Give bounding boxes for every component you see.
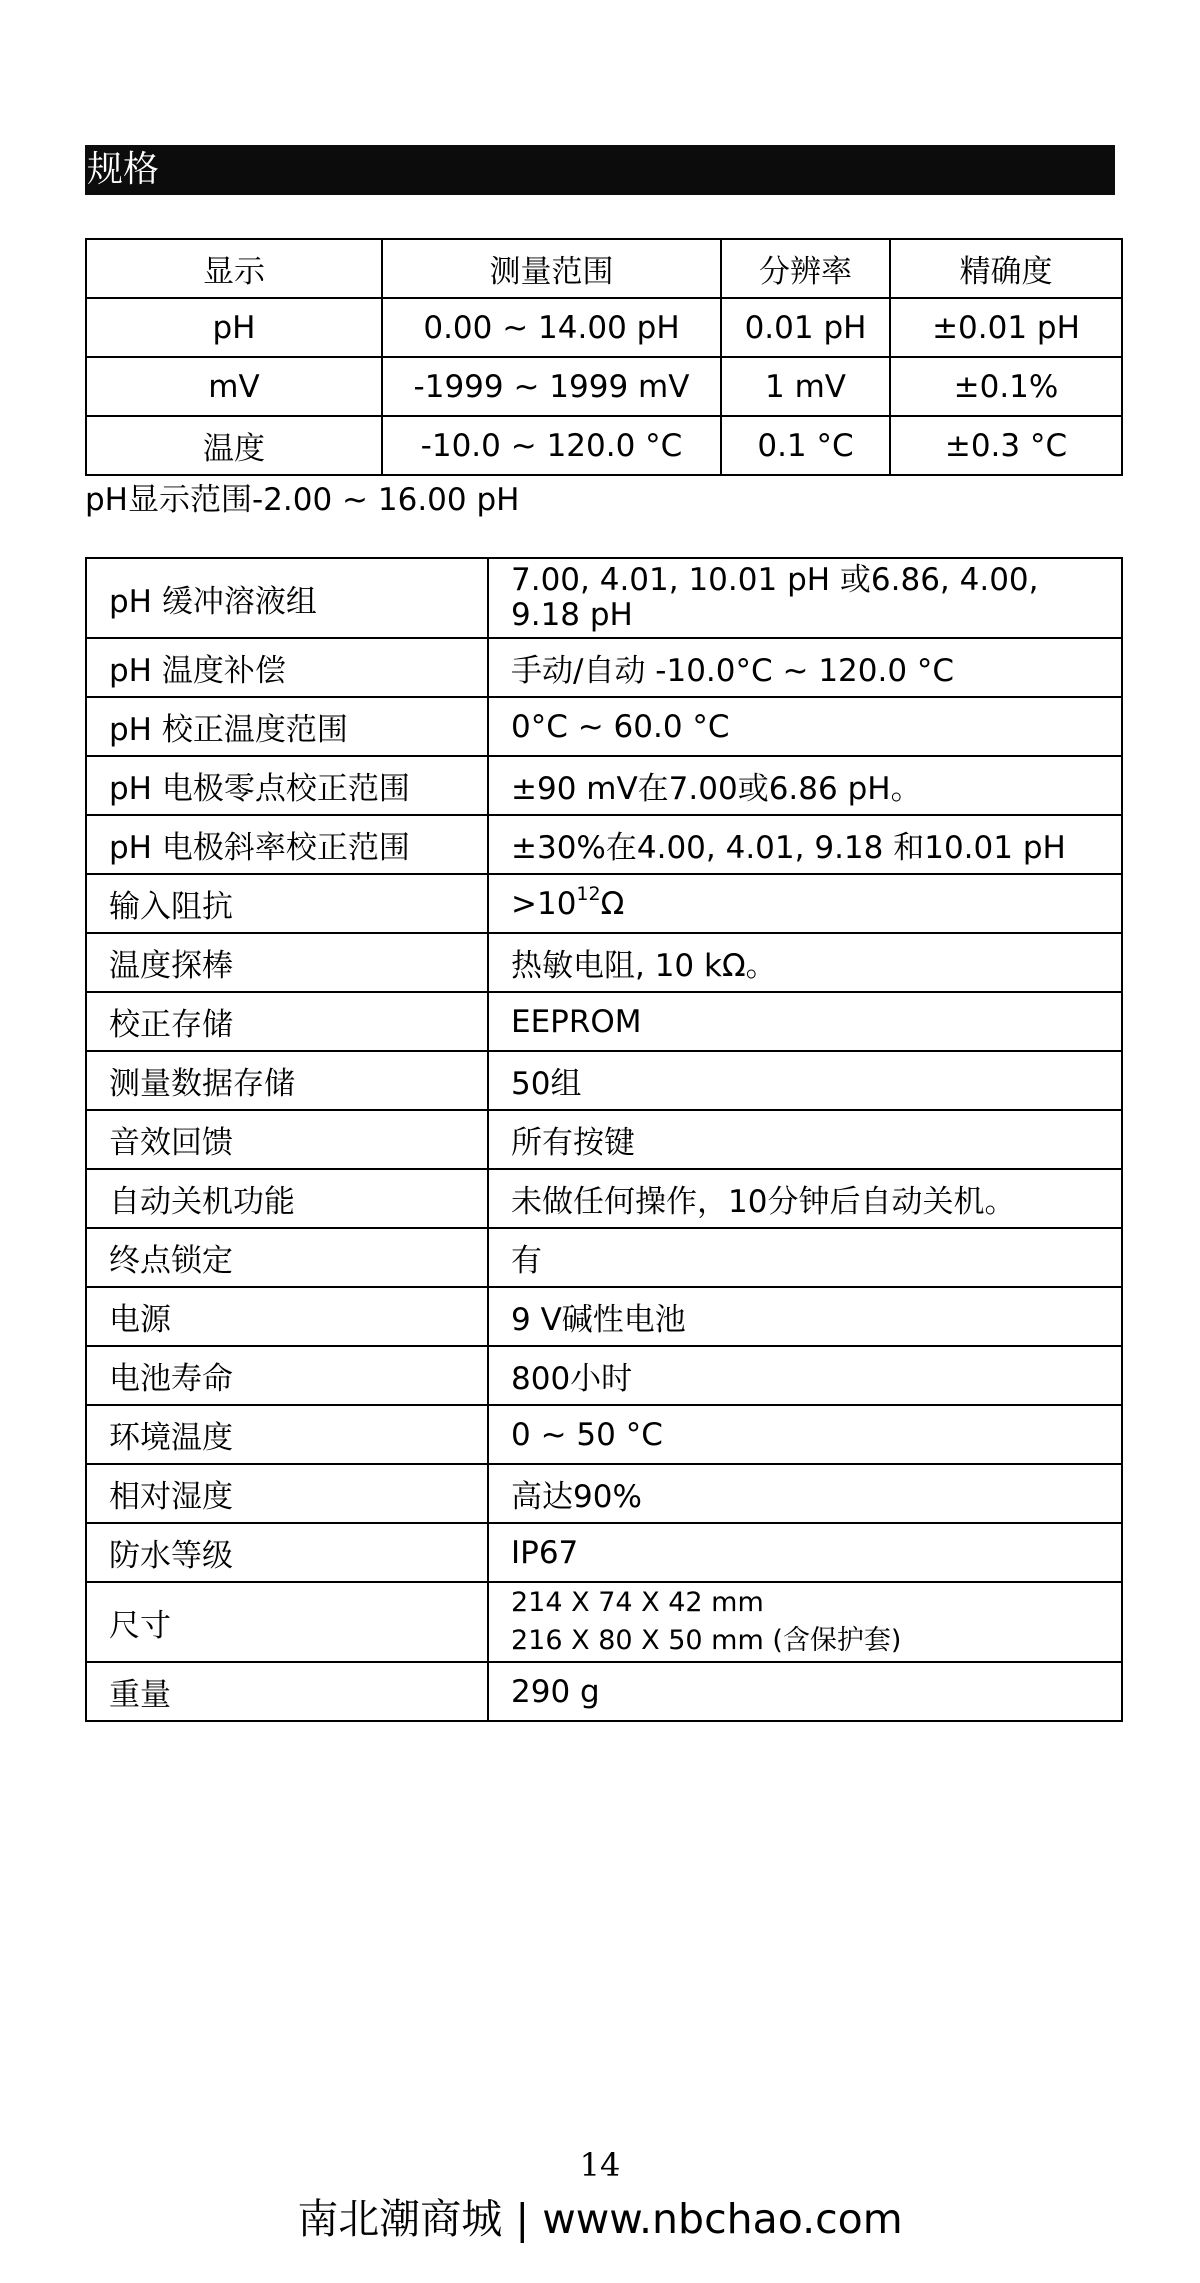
table-cell: 0.01 pH xyxy=(721,298,890,357)
footer-watermark: 南北潮商城 | www.nbchao.com xyxy=(297,2195,903,2243)
table-row xyxy=(86,298,1122,357)
spec-key: 电池寿命 xyxy=(86,1346,488,1405)
spec-key: 重量 xyxy=(86,1662,488,1721)
spec-key: pH 校正温度范围 xyxy=(86,697,488,756)
spec-value: 0 ~ 50 °C xyxy=(488,1405,1122,1464)
spec-value-line: 214 X 74 X 42 mm xyxy=(511,1587,764,1618)
spec-row xyxy=(86,1110,1122,1169)
table-row xyxy=(86,416,1122,475)
table-cell: -1999 ~ 1999 mV xyxy=(382,357,721,416)
spec-value xyxy=(488,558,1122,638)
spec-value: 热敏电阻, 10 kΩ。 xyxy=(488,933,1122,992)
spec-value: 有 xyxy=(488,1228,1122,1287)
display-range-note: pH显示范围-2.00 ~ 16.00 pH xyxy=(85,482,520,518)
spec-row xyxy=(86,1662,1122,1721)
table-cell: ±0.3 °C xyxy=(890,416,1122,475)
spec-key: 测量数据存储 xyxy=(86,1051,488,1110)
spec-key: 音效回馈 xyxy=(86,1110,488,1169)
spec-key: pH 电极斜率校正范围 xyxy=(86,815,488,874)
spec-row xyxy=(86,1582,1122,1662)
spec-row xyxy=(86,1287,1122,1346)
spec-key: 温度探棒 xyxy=(86,933,488,992)
table-cell: ±0.01 pH xyxy=(890,298,1122,357)
spec-value: 手动/自动 -10.0°C ~ 120.0 °C xyxy=(488,638,1122,697)
spec-key: pH 温度补偿 xyxy=(86,638,488,697)
header-cell: 显示 xyxy=(86,239,382,298)
spec-row xyxy=(86,756,1122,815)
table-cell: pH xyxy=(86,298,382,357)
ohm-symbol: Ω xyxy=(600,885,625,922)
spec-key: 终点锁定 xyxy=(86,1228,488,1287)
page-number: 14 xyxy=(579,2146,621,2184)
spec-value-line: 7.00, 4.01, 10.01 pH 或6.86, 4.00, xyxy=(511,562,1039,598)
spec-row xyxy=(86,638,1122,697)
measurement-table xyxy=(85,238,1123,476)
impedance-exponent: 12 xyxy=(576,882,601,905)
spec-row xyxy=(86,1523,1122,1582)
spec-value: 所有按键 xyxy=(488,1110,1122,1169)
spec-row xyxy=(86,1169,1122,1228)
header-cell: 精确度 xyxy=(890,239,1122,298)
spec-value xyxy=(488,1582,1122,1662)
spec-row xyxy=(86,815,1122,874)
spec-key: 自动关机功能 xyxy=(86,1169,488,1228)
spec-key: 输入阻抗 xyxy=(86,874,488,933)
spec-key: 电源 xyxy=(86,1287,488,1346)
spec-value xyxy=(488,874,1122,933)
spec-row xyxy=(86,1051,1122,1110)
spec-value: 290 g xyxy=(488,1662,1122,1721)
spec-value: 50组 xyxy=(488,1051,1122,1110)
spec-value: 0°C ~ 60.0 °C xyxy=(488,697,1122,756)
spec-key: pH 电极零点校正范围 xyxy=(86,756,488,815)
section-title: 规格 xyxy=(85,145,1115,195)
spec-value: IP67 xyxy=(488,1523,1122,1582)
spec-value: ±90 mV在7.00或6.86 pH。 xyxy=(488,756,1122,815)
header-cell: 分辨率 xyxy=(721,239,890,298)
spec-row xyxy=(86,874,1122,933)
spec-key: 相对湿度 xyxy=(86,1464,488,1523)
table-cell: 温度 xyxy=(86,416,382,475)
spec-key: 尺寸 xyxy=(86,1582,488,1662)
spec-value: 800小时 xyxy=(488,1346,1122,1405)
spec-row xyxy=(86,697,1122,756)
spec-row xyxy=(86,933,1122,992)
spec-key: pH 缓冲溶液组 xyxy=(86,558,488,638)
table-header-row xyxy=(86,239,1122,298)
header-cell: 测量范围 xyxy=(382,239,721,298)
spec-row xyxy=(86,992,1122,1051)
spec-row xyxy=(86,1228,1122,1287)
spec-value: ±30%在4.00, 4.01, 9.18 和10.01 pH xyxy=(488,815,1122,874)
impedance-base: >10 xyxy=(511,885,577,922)
table-cell: 0.00 ~ 14.00 pH xyxy=(382,298,721,357)
table-cell: 0.1 °C xyxy=(721,416,890,475)
table-cell: mV xyxy=(86,357,382,416)
spec-value: 9 V碱性电池 xyxy=(488,1287,1122,1346)
spec-value: 高达90% xyxy=(488,1464,1122,1523)
spec-key: 防水等级 xyxy=(86,1523,488,1582)
table-cell: 1 mV xyxy=(721,357,890,416)
spec-row xyxy=(86,558,1122,638)
table-cell: -10.0 ~ 120.0 °C xyxy=(382,416,721,475)
spec-key: 环境温度 xyxy=(86,1405,488,1464)
spec-value: EEPROM xyxy=(488,992,1122,1051)
spec-table xyxy=(85,557,1123,1722)
table-row xyxy=(86,357,1122,416)
spec-row xyxy=(86,1346,1122,1405)
spec-value-line: 9.18 pH xyxy=(511,597,633,633)
table-cell: ±0.1% xyxy=(890,357,1122,416)
spec-row xyxy=(86,1405,1122,1464)
spec-value: 未做任何操作，10分钟后自动关机。 xyxy=(488,1169,1122,1228)
spec-value-line: 216 X 80 X 50 mm (含保护套) xyxy=(511,1625,902,1656)
spec-row xyxy=(86,1464,1122,1523)
spec-key: 校正存储 xyxy=(86,992,488,1051)
